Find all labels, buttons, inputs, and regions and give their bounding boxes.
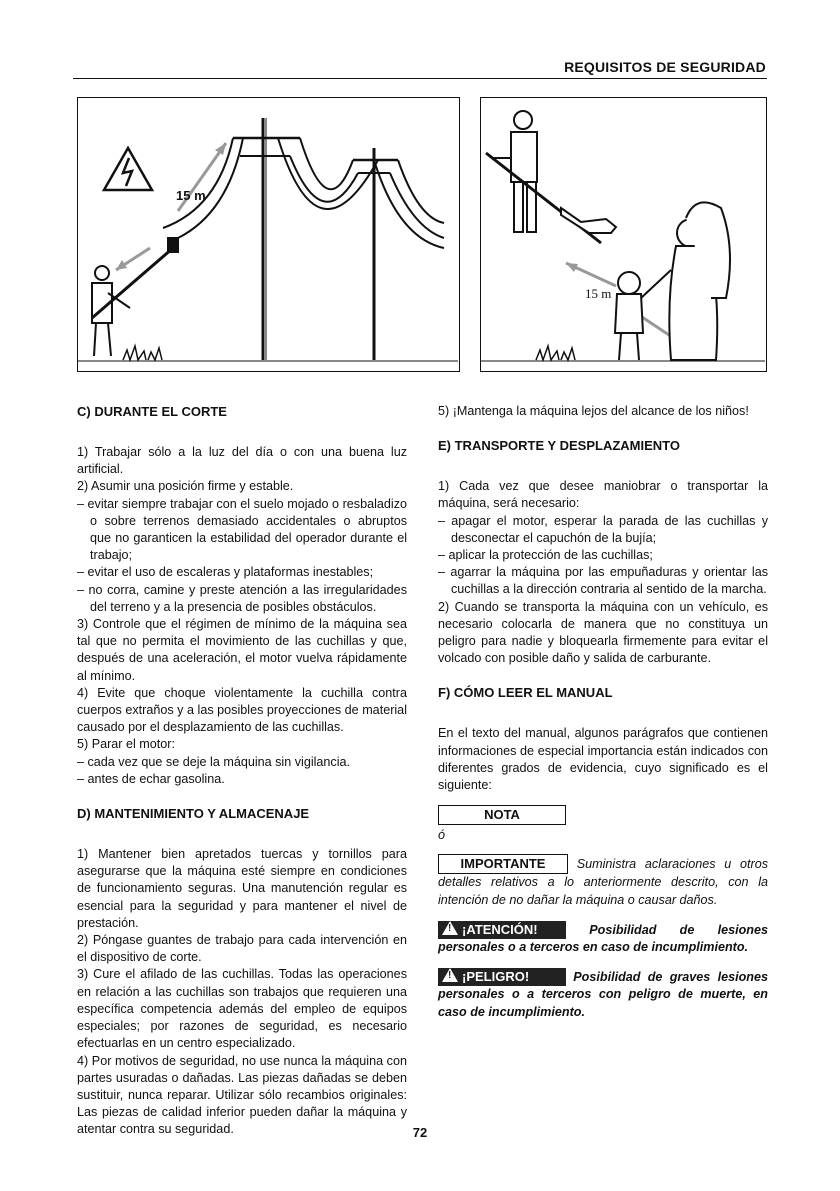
warning-triangle-icon: ! — [442, 968, 458, 982]
left-column — [77, 403, 407, 1139]
nota-label: NOTA — [438, 805, 566, 825]
section-c-item: 3) Controle que el régimen de mínimo de la máquina sea tal que no permita el movimiento de las cuchillas y que, después de una aceleración, el motor vuelva rápidamente al mínimo. — [77, 617, 407, 683]
section-d-item: 3) Cure el afilado de las cuchillas. Todas las operaciones en relación a las cuchillas son trabajos que requieren una específica competencia además del empleo de equipos especiales; por razones de seguridad, es necesario efectuarlas en un centro especializado. — [77, 967, 407, 1051]
bystanders-figure — [615, 202, 730, 360]
section-c-item: 1) Trabajar sólo a la luz del día o con una buena luz artificial. — [77, 445, 407, 477]
section-d-item: 4) Por motivos de seguridad, no use nunca la máquina con partes usuradas o dañadas. Las piezas dañadas se deben sustituir, nunca reparar. Utilizar sólo recambios originales: Las piezas de calidad inferior pueden dañar la máquina y atentar contra su seguridad. — [77, 1053, 407, 1137]
distance-label-bystanders: 15 m — [585, 286, 612, 301]
section-e-bullet: – aplicar la protección de las cuchillas; — [438, 548, 653, 563]
section-e-bullet: – agarrar la máquina por las empuñaduras y orientar las cuchillas a la dirección contraria al sentido de la marcha. — [438, 565, 768, 597]
peligro-label: ! ¡PELIGRO! — [438, 968, 566, 986]
atencion-description: Posibilidad de lesiones personales o a terceros en caso de incumplimiento. — [438, 922, 768, 955]
section-c-bullet: – no corra, camine y preste atención a las irregularidades del terreno y a la presencia de posibles obstáculos. — [77, 582, 407, 614]
section-c-bullet: – evitar siempre trabajar con el suelo mojado o resbaladizo o sobre terrenos demasiado accidentales o abruptos que no garanticen la estabilidad del operador durante el trabajo; — [77, 496, 407, 563]
atencion-label: ! ¡ATENCIÓN! — [438, 921, 566, 939]
section-e-bullet: – apagar el motor, esperar la parada de las cuchillas y desconectar el capuchón de la bujía; — [438, 513, 768, 545]
header-divider — [73, 78, 767, 79]
importante-description: Suministra aclaraciones u otros detalles relativos a lo anteriormente descrito, con la intención de no dañar la máquina o causar daños. — [438, 857, 768, 907]
operator-figure — [486, 111, 616, 243]
section-c-heading: C) DURANTE EL CORTE — [77, 404, 227, 419]
section-c-item: 2) Asumir una posición firme y estable. — [77, 479, 294, 494]
section-c-bullet: – antes de echar gasolina. — [77, 771, 225, 786]
section-c-item: 4) Evite que choque violentamente la cuchilla contra cuerpos extraños y a las posibles proyecciones de material causado por el desplazamiento de las cuchillas. — [77, 685, 407, 735]
electric-hazard-icon — [104, 148, 152, 190]
section-f-heading: F) CÓMO LEER EL MANUAL — [438, 685, 613, 701]
warning-triangle-icon: ! — [442, 921, 458, 935]
distance-label-power-lines: 15 m — [176, 188, 206, 203]
section-d-item: 1) Mantener bien apretados tuercas y tornillos para asegurarse que la máquina esté siempre en condiciones de funcionamiento seguras. Una manutención regular es esencial para la seguridad y para mantener el nivel de prestación. — [77, 847, 407, 930]
section-c-bullet: – evitar el uso de escaleras y plataformas inestables; — [77, 565, 374, 580]
bystanders-illustration — [481, 98, 765, 370]
peligro-description: Posibilidad de graves lesiones personales o a terceros con peligro de muerte, en caso de incumplimiento. — [438, 970, 768, 1019]
section-d-item: 5) ¡Mantenga la máquina lejos del alcance de los niños! — [438, 404, 749, 418]
power-lines-illustration — [78, 98, 458, 370]
section-d-heading: D) MANTENIMIENTO Y ALMACENAJE — [77, 806, 310, 822]
page-header-title: REQUISITOS DE SEGURIDAD — [564, 59, 766, 75]
section-c-item: 5) Parar el motor: — [77, 737, 175, 752]
section-d-item: 2) Póngase guantes de trabajo para cada intervención en el dispositivo de corte. — [77, 933, 407, 965]
figure-bystanders — [480, 97, 767, 372]
section-e-item: 1) Cada vez que desee maniobrar o transportar la máquina, será necesario: — [438, 479, 768, 511]
or-text: ó — [438, 828, 446, 843]
section-c-bullet: – cada vez que se deje la máquina sin vigilancia. — [77, 754, 351, 769]
page-number: 72 — [412, 1125, 428, 1140]
section-e-heading: E) TRANSPORTE Y DESPLAZAMIENTO — [438, 438, 680, 454]
figure-power-lines — [77, 97, 460, 372]
operator-figure — [92, 238, 178, 356]
right-column — [438, 403, 768, 1021]
section-e-item: 2) Cuando se transporta la máquina con un vehículo, es necesario colocarla de manera que no constituya un peligro para nadie y bloquearla firmemente para evitar el volcado con posible daño y salida de carburante. — [438, 599, 768, 666]
importante-label: IMPORTANTE — [438, 854, 568, 874]
section-f-intro: En el texto del manual, algunos parágrafos que contienen informaciones de especial importancia están indicados con diferentes grados de evidencia, cuyo significado es el siguiente: — [438, 726, 768, 793]
